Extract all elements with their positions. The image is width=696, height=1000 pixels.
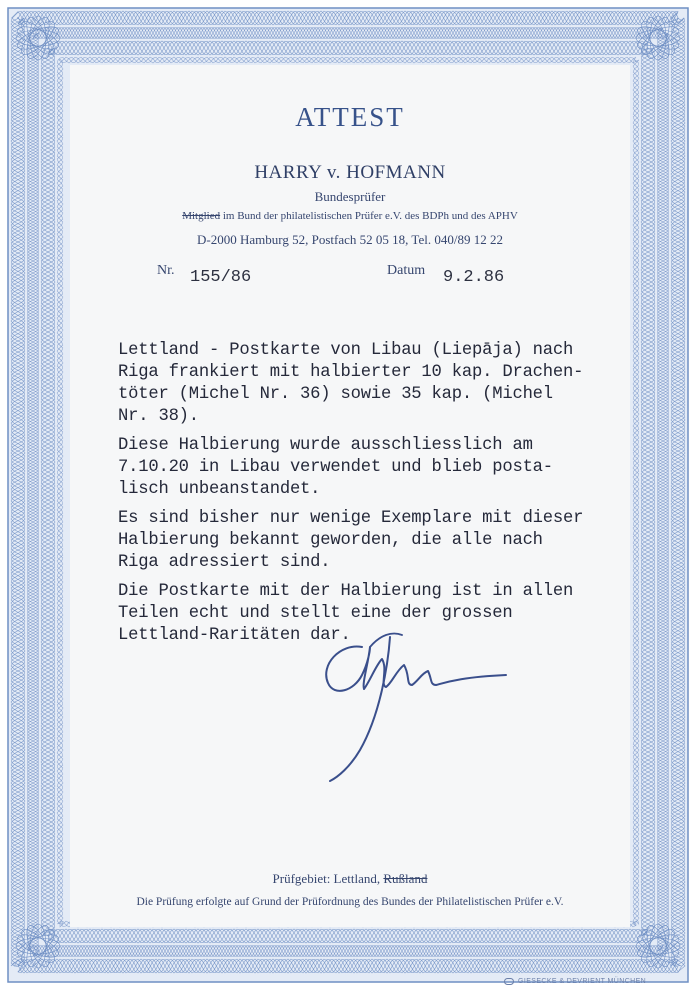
examination-rules: Die Prüfung erfolgte auf Grund der Prüfordnung des Bundes der Philatelistischen Prüfer e.V. [136, 896, 564, 908]
certificate-title: ATTEST [295, 102, 405, 132]
certificate-number: 155/86 [190, 268, 252, 287]
certificate-date: 9.2.86 [443, 268, 505, 287]
body-paragraph: Diese Halbierung wurde ausschliesslich am 7.10.20 in Libau verwendet und blieb posta- lisch unbeanstandet. [118, 436, 553, 499]
membership-struck-word: Mitglied [182, 210, 221, 222]
membership-line [70, 210, 630, 222]
body-paragraph: Die Postkarte mit der Halbierung ist in allen Teilen echt und stellt eine der grossen Lettland-Raritäten dar. [118, 582, 574, 645]
membership-text: im Bund der philatelistischen Prüfer e.V. des BDPh und des APHV [220, 210, 518, 222]
number-label: Nr. [157, 263, 175, 278]
body-paragraph: Lettland - Postkarte von Libau (Liepāja) nach Riga frankiert mit halbierter 10 kap. Drachen- töter (Michel Nr. 36) sowie 35 kap. (Michel Nr. 38). [118, 341, 584, 426]
body-paragraph: Es sind bisher nur wenige Exemplare mit dieser Halbierung bekannt geworden, die alle nach Riga adressiert sind. [118, 509, 584, 572]
printer-logo-icon [504, 978, 514, 985]
handwritten-signature [310, 625, 520, 795]
examination-field [70, 871, 630, 887]
examiner-role: Bundesprüfer [314, 189, 386, 204]
examination-field-struck: Rußland [383, 871, 428, 886]
printer-imprint: GIESECKE & DEVRIENT MÜNCHEN [518, 978, 647, 985]
examination-field-text: Prüfgebiet: Lettland, [272, 871, 384, 886]
certificate-body [118, 340, 618, 654]
examiner-address: D-2000 Hamburg 52, Postfach 52 05 18, Tel. 040/89 12 22 [197, 232, 503, 247]
examiner-name: HARRY v. HOFMANN [254, 162, 446, 183]
date-label: Datum [387, 263, 426, 278]
